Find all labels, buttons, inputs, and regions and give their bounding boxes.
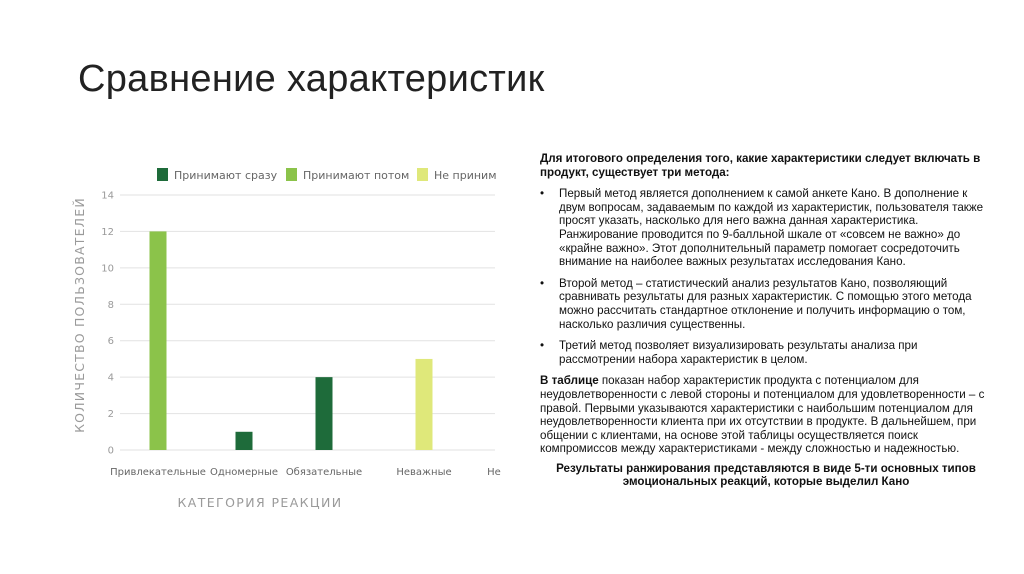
x-tick-label: Привлекательные [110, 467, 206, 478]
bullet-icon: • [540, 187, 545, 201]
x-axis-label: КАТЕГОРИЯ РЕАКЦИИ [177, 495, 343, 510]
x-tick-label: Одномерные [209, 467, 279, 478]
y-tick-label: 2 [107, 409, 114, 421]
kano-bar-chart [60, 150, 505, 525]
conclusion-text: Результаты ранжирования представляются в виде 5-ти основных типов эмоциональных реакций, которые выделил Кано [556, 461, 976, 489]
method-3-text: Третий метод позволяет визуализировать результаты анализа при рассмотрении набора характеристик в целом. [559, 339, 918, 366]
legend-swatch [157, 168, 168, 181]
method-1-text: Первый метод является дополнением к самой анкете Кано. В дополнение к двум вопросам, задаваемым по каждой из характеристик, пользователя также просят указать, насколько для него важна данная характеристика. Ранжирование проводится по 9-балльной шкале от «совсем не важно» до «крайне важно». Этот дополнительный параметр помогает сосредоточить внимание на наиболее важных результатах исследования Кано. [559, 187, 984, 269]
x-tick-label: Не [487, 467, 501, 478]
legend-label: Принимают потом [303, 169, 410, 182]
table-paragraph-lead: В таблице [540, 374, 599, 388]
bar [150, 231, 167, 450]
y-tick-label: 10 [101, 263, 114, 275]
x-tick-label: Неважные [396, 467, 452, 478]
y-tick-label: 14 [101, 190, 114, 202]
x-tick-labels [110, 467, 501, 478]
legend-swatch [286, 168, 297, 181]
bar [416, 359, 433, 450]
bar [316, 377, 333, 450]
table-paragraph-body: показан набор характеристик продукта с потенциалом для неудовлетворенности с левой стороны и потенциалом для удовлетворенности – с правой. Первыми указываются характеристики с наибольшим потенциалом для неудовлетворенности клиента при их отсутствии в продукте. В дальнейшем, при общении с клиентами, на основе этой таблицы осуществляется поиск компромиссов между характеристиками - между сложностью и надежностью. [540, 374, 985, 456]
list-item [540, 187, 992, 269]
legend [157, 168, 497, 182]
method-2-text: Второй метод – статистический анализ результатов Кано, позволяющий сравнивать результаты для разных характеристик. С помощью этого метода можно рассчитать стандартное отклонение и получить информацию о том, насколько различия существенны. [559, 276, 972, 331]
description-panel [540, 152, 992, 489]
chart-svg [60, 150, 505, 525]
slide-title: Сравнение характеристик [78, 58, 545, 100]
bullet-icon: • [540, 276, 545, 290]
y-tick-label: 8 [107, 299, 114, 311]
grid-lines [120, 195, 495, 450]
bullet-icon: • [540, 339, 545, 353]
legend-label: Принимают сразу [174, 169, 278, 182]
methods-list [540, 187, 992, 366]
y-tick-label: 12 [101, 226, 114, 238]
y-tick-label: 6 [107, 336, 114, 348]
list-item [540, 339, 992, 366]
table-paragraph [540, 374, 992, 456]
x-tick-label: Обязательные [285, 467, 363, 478]
y-tick-label: 4 [107, 372, 114, 384]
legend-swatch [417, 168, 428, 181]
list-item [540, 277, 992, 331]
legend-label: Не приним [434, 169, 497, 182]
y-tick-label: 0 [107, 445, 114, 457]
y-axis-label: КОЛИЧЕСТВО ПОЛЬЗОВАТЕЛЕЙ [72, 197, 87, 433]
y-tick-labels [101, 191, 114, 457]
intro-text: Для итогового определения того, какие характеристики следует включать в продукт, существует три метода: [540, 152, 981, 179]
bar [236, 432, 253, 450]
